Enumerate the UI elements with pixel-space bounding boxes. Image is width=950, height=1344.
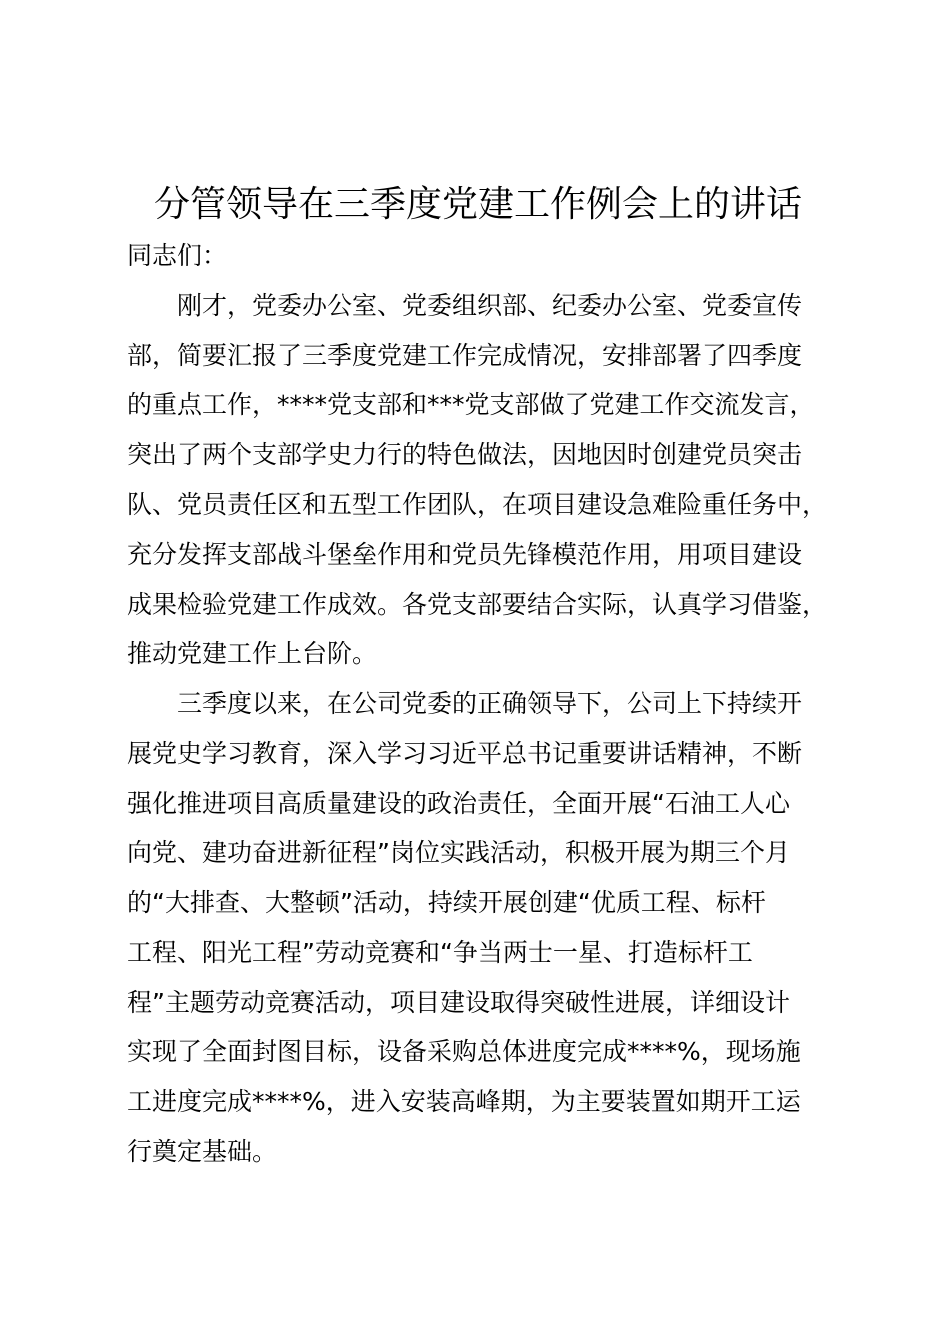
paragraph-1-line-6: 充分发挥支部战斗堡垒作用和党员先锋模范作用，用项目建设 bbox=[127, 540, 803, 569]
paragraph-2-line-7: 程”主题劳动竞赛活动，项目建设取得突破性进展，详细设计 bbox=[127, 988, 790, 1017]
paragraph-1-line-8: 推动党建工作上台阶。 bbox=[127, 639, 378, 668]
paragraph-2-line-8: 实现了全面封图目标，设备采购总体进度完成****%，现场施 bbox=[127, 1037, 801, 1066]
paragraph-1-line-1: 刚才，党委办公室、党委组织部、纪委办公室、党委宣传 bbox=[177, 291, 803, 320]
paragraph-2-line-1: 三季度以来，在公司党委的正确领导下，公司上下持续开 bbox=[177, 689, 803, 718]
paragraph-1-line-2: 部，简要汇报了三季度党建工作完成情况，安排部署了四季度 bbox=[127, 341, 803, 370]
paragraph-1-line-5: 队、党员责任区和五型工作团队，在项目建设急难险重任务中， bbox=[127, 490, 828, 519]
paragraph-2-line-4: 向党、建功奋进新征程”岗位实践活动，积极开展为期三个月 bbox=[127, 838, 790, 867]
paragraph-2-line-9: 工进度完成****%，进入安装高峰期，为主要装置如期开工运 bbox=[127, 1087, 801, 1116]
document-title: 分管领导在三季度党建工作例会上的讲话 bbox=[153, 184, 802, 225]
paragraph-1-line-3: 的重点工作，****党支部和***党支部做了党建工作交流发言， bbox=[127, 390, 815, 419]
salutation: 同志们： bbox=[127, 241, 228, 270]
paragraph-2-line-3: 强化推进项目高质量建设的政治责任，全面开展“石油工人心 bbox=[127, 789, 790, 818]
paragraph-2-line-10: 行奠定基础。 bbox=[127, 1137, 278, 1166]
paragraph-1-line-7: 成果检验党建工作成效。各党支部要结合实际，认真学习借鉴， bbox=[127, 590, 828, 619]
paragraph-2-line-5: 的“大排查、大整顿”活动，持续开展创建“优质工程、标杆 bbox=[127, 888, 766, 917]
paragraph-1-line-4: 突出了两个支部学史力行的特色做法，因地因时创建党员突击 bbox=[127, 440, 803, 469]
paragraph-2-line-6: 工程、阳光工程”劳动竞赛和“争当两士一星、打造标杆工 bbox=[127, 938, 753, 967]
paragraph-2-line-2: 展党史学习教育，深入学习习近平总书记重要讲话精神，不断 bbox=[127, 739, 803, 768]
